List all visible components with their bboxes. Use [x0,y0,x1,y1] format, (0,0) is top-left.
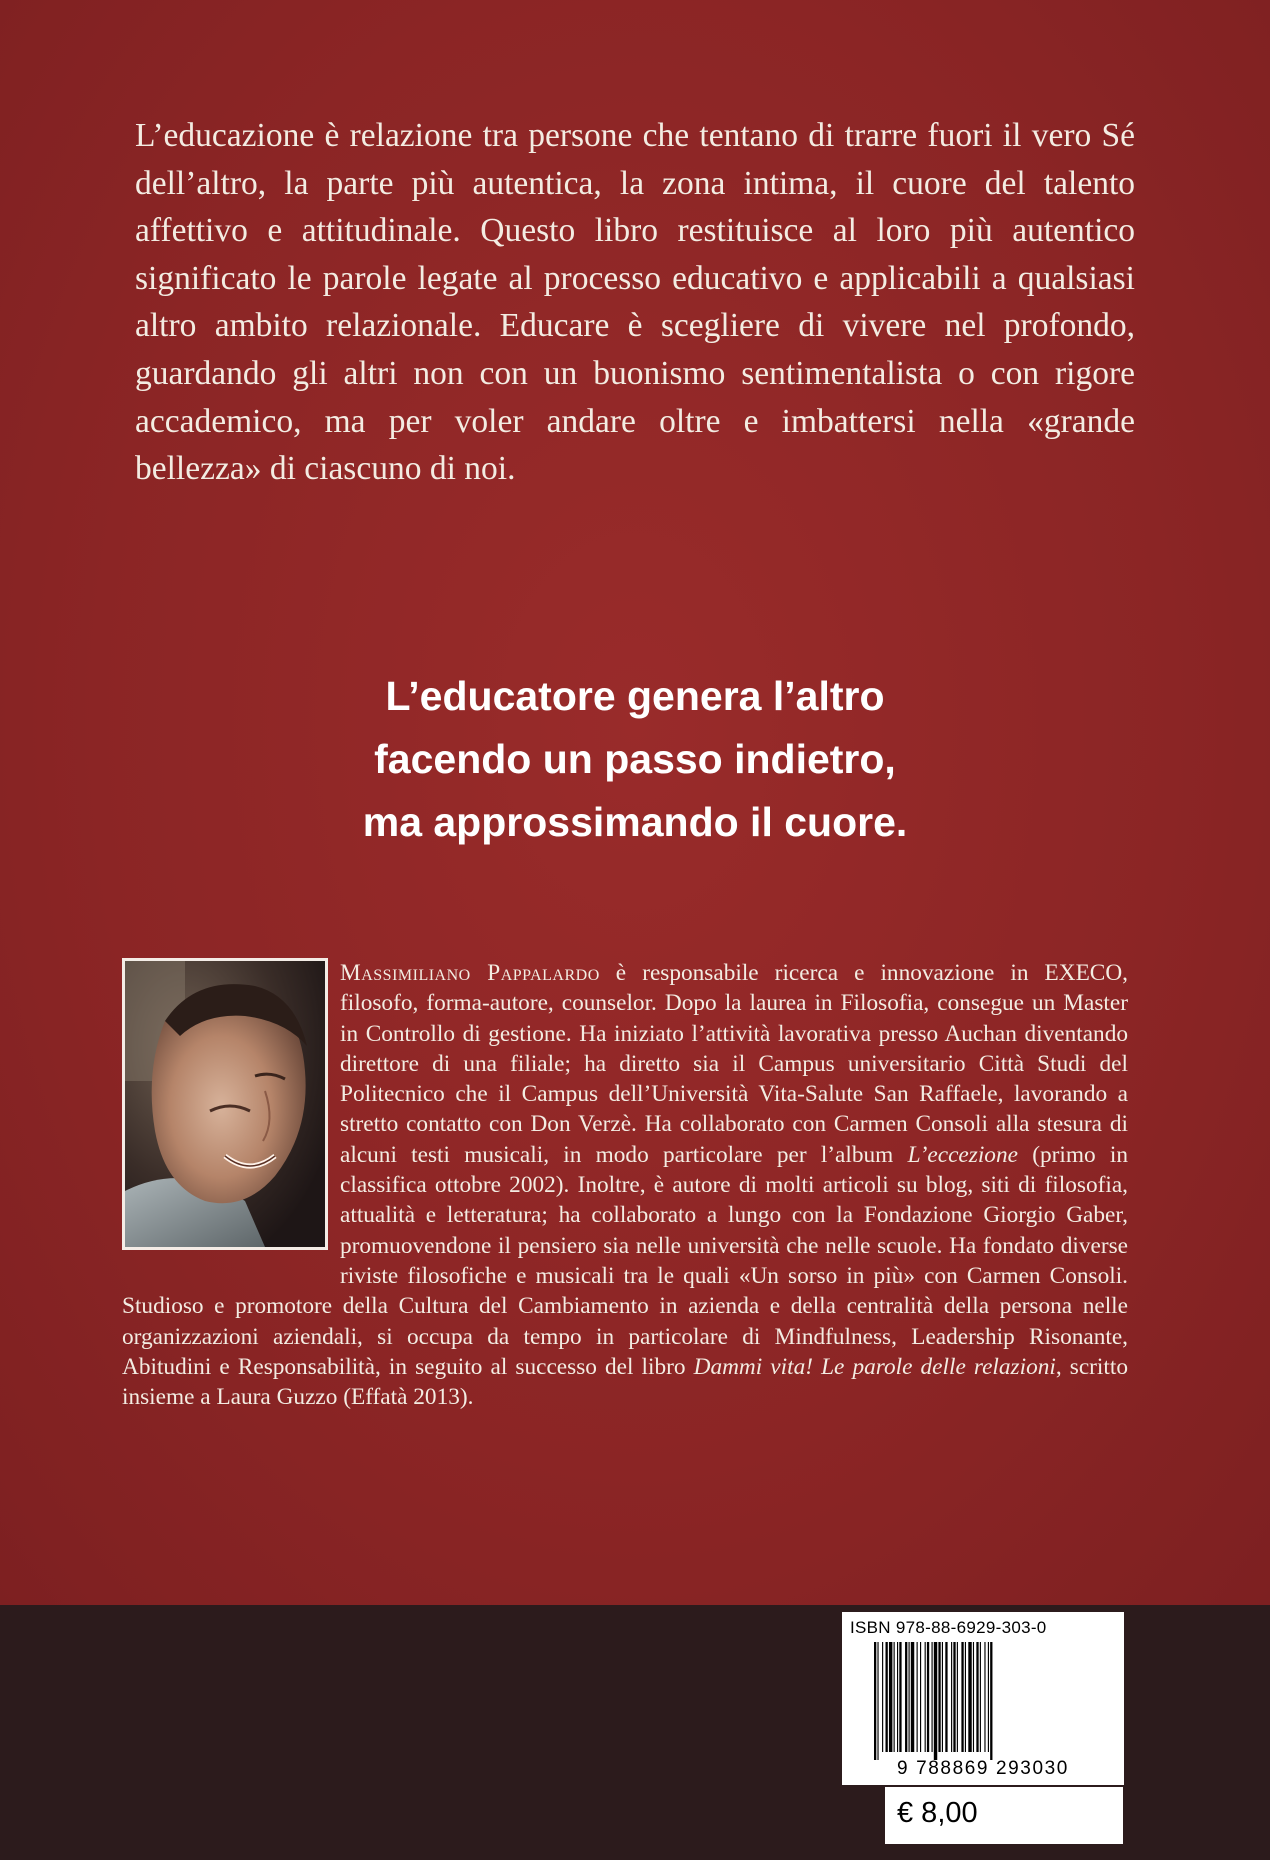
barcode-digits: 9 788869 293030 [897,1758,1069,1779]
quote-line-1: L’educatore genera l’altro [385,673,885,719]
isbn-label: ISBN 978-88-6929-303-0 [850,1618,1047,1637]
author-bio: Massimiliano Pappalardo è responsabile ricerca e innovazione in EXECO, filosofo, forma-autore, counselor. Dopo la laurea in Filosofia, consegue un Master in Controllo di gestione. Ha iniziato l’attività lavorativa presso Auchan diventando direttore di una filiale; ha diretto sia il Campus universitario Città Studi del Politecnico che il Campus dell’Università Vita-Salute San Raffaele, lavorando a stretto contatto con Don Verzè. Ha collaborato con Carmen Consoli alla stesura di alcuni testi musicali, in modo particolare per l’album L’eccezione (primo in classifica ottobre 2002). Inoltre, è autore di molti articoli su blog, siti di filosofia, attualità e letteratura; ha collaborato a lungo con la Fondazione Giorgio Gaber, promuovendone il pensiero sia nelle università che nelle scuole. Ha fondato diverse riviste filosofiche e musicali tra le quali «Un sorso in più» con Carmen Consoli. Studioso e promotore della Cultura del Cambiamento in azienda e della centralità della persona nelle organizzazioni aziendali, si occupa da tempo in particolare di Mindfulness, Leadership Risonante, Abitudini e Responsabilità, in seguito al successo del libro Dammi vita! Le parole delle relazioni, scritto insieme a Laura Guzzo (Effatà 2013). [122,960,1128,1411]
barcode-image [872,1642,1098,1760]
author-name: Massimiliano Pappalardo [340,960,600,986]
barcode-box [842,1612,1124,1785]
quote-line-3: ma approssimando il cuore. [362,799,908,845]
pull-quote [0,665,1270,854]
book-title: Dammi vita! Le parole delle relazioni [693,1353,1056,1380]
quote-line-2: facendo un passo indietro, [374,736,896,782]
album-title: L’eccezione [907,1141,1018,1168]
price-label: € 8,00 [897,1797,978,1829]
blurb-paragraph: L’educazione è relazione tra persone che tentano di trarre fuori il vero Sé dell’altro, la parte più autentica, la zona intima, il cuore del talento affettivo e attitudinale. Questo libro restituisce al loro più autentico significato le parole legate al processo educativo e applicabili a qualsiasi altro ambito relazionale. Educare è scegliere di vivere nel profondo, guardando gli altri non con un buonismo sentimentalista o con rigore accademico, ma per voler andare oltre e imbattersi nella «grande bellezza» di ciascuno di noi. [135,117,1135,488]
price-box [885,1787,1123,1844]
